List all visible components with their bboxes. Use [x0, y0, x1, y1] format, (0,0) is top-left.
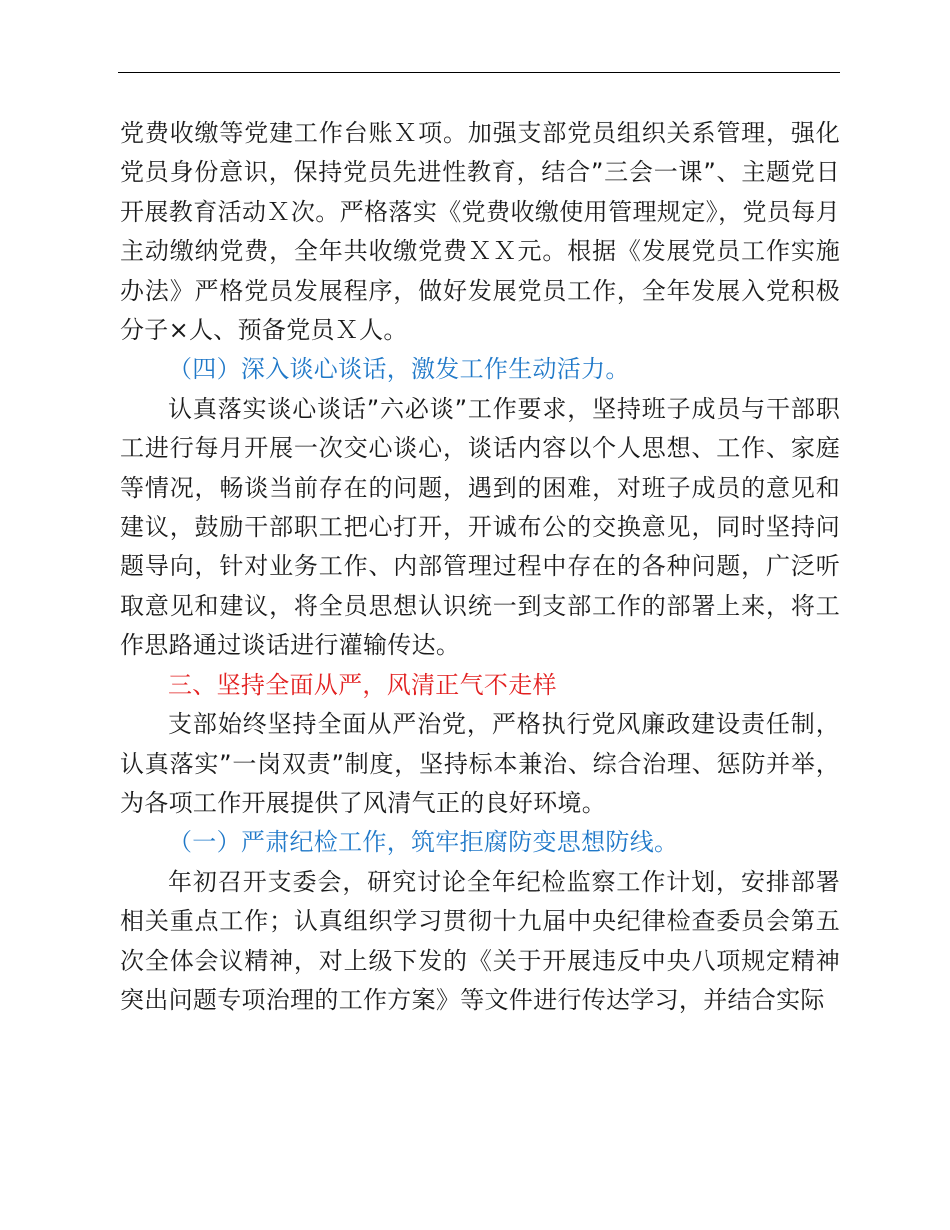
document-body — [120, 114, 840, 1020]
heading-heart-to-heart-talks: （四）深入谈心谈话，激发工作生动活力。 — [168, 355, 630, 384]
heading-discipline-inspection: （一）严肃纪检工作，筑牢拒腐防变思想防线。 — [168, 828, 679, 857]
section-heading-strict-governance: 三、坚持全面从严，风清正气不走样 — [168, 670, 557, 699]
paragraph-party-fees: 党费收缴等党建工作台账Ｘ项。加强支部党员组织关系管理，强化党员身份意识，保持党员先进性教育，结合”三会一课”、主题党日开展教育活动Ｘ次。严格落实《党费收缴使用管理规定》，党员每月主动缴纳党费，全年共收缴党费ＸＸ元。根据《发展党员工作实施办法》严格党员发展程序，做好发展党员工作，全年发展入党积极分子×人、预备党员Ｘ人。 — [120, 119, 840, 345]
paragraph-heart-to-heart-talks: 认真落实谈心谈话”六必谈”工作要求，坚持班子成员与干部职工进行每月开展一次交心谈心，谈话内容以个人思想、工作、家庭等情况，畅谈当前存在的问题，遇到的困难，对班子成员的意见和建议，鼓励干部职工把心打开，开诚布公的交换意见，同时坚持问题导向，针对业务工作、内部管理过程中存在的各种问题，广泛听取意见和建议，将全员思想认识统一到支部工作的部署上来，将工作思路通过谈话进行灌输传达。 — [120, 394, 840, 660]
paragraph-strict-governance: 支部始终坚持全面从严治党，严格执行党风廉政建设责任制，认真落实”一岗双责”制度，坚持标本兼治、综合治理、惩防并举，为各项工作开展提供了风清气正的良好环境。 — [120, 710, 840, 817]
header-rule — [118, 72, 840, 73]
paragraph-discipline-inspection: 年初召开支委会，研究讨论全年纪检监察工作计划，安排部署相关重点工作；认真组织学习贯彻十九届中央纪律检查委员会第五次全体会议精神，对上级下发的《关于开展违反中央八项规定精神突出问题专项治理的工作方案》等文件进行传达学习，并结合实际 — [120, 867, 840, 1014]
